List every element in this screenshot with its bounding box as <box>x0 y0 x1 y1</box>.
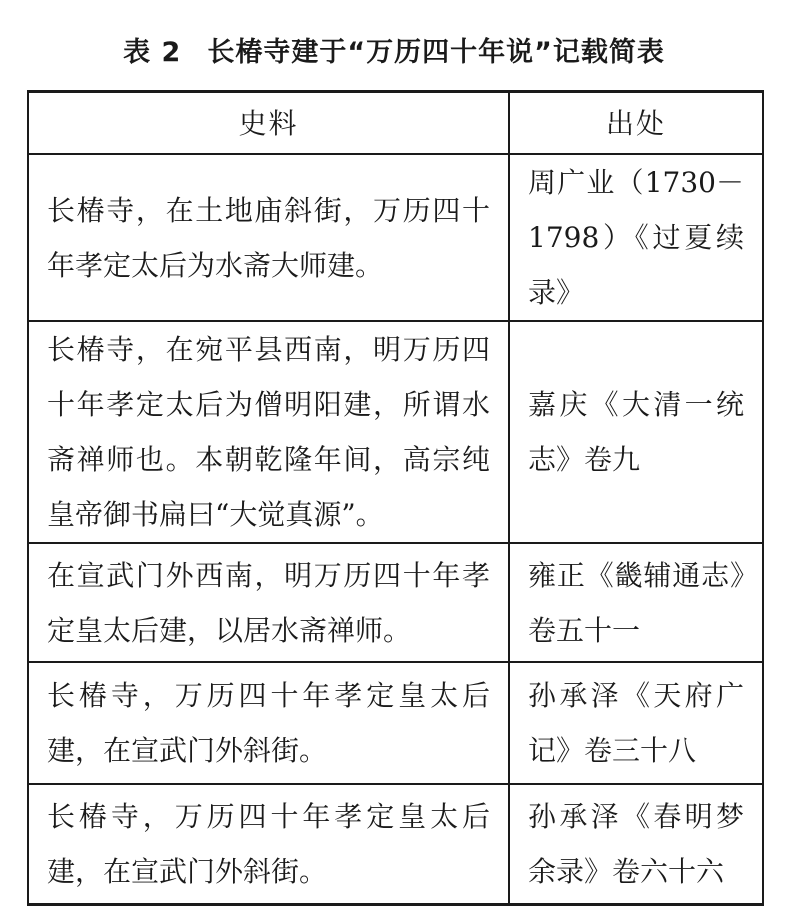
record-cell: 长椿寺，万历四十年孝定皇太后建，在宣武门外斜街。 <box>28 784 509 905</box>
table-row <box>28 784 763 905</box>
table-row <box>28 154 763 321</box>
source-cell: 孙承泽《春明梦余录》卷六十六 <box>509 784 763 905</box>
record-cell: 长椿寺，万历四十年孝定皇太后建，在宣武门外斜街。 <box>28 662 509 784</box>
source-cell: 周广业（1730－1798）《过夏续录》 <box>509 154 763 321</box>
historical-records-table <box>27 90 764 906</box>
record-cell: 在宣武门外西南，明万历四十年孝定皇太后建，以居水斋禅师。 <box>28 543 509 662</box>
record-cell: 长椿寺，在宛平县西南，明万历四十年孝定太后为僧明阳建，所谓水斋禅师也。本朝乾隆年间，高宗纯皇帝御书扁曰“大觉真源”。 <box>28 321 509 543</box>
table-caption <box>0 30 788 69</box>
table-row <box>28 321 763 543</box>
source-cell: 嘉庆《大清一统志》卷九 <box>509 321 763 543</box>
column-header-records: 史料 <box>28 92 509 155</box>
source-cell: 雍正《畿辅通志》卷五十一 <box>509 543 763 662</box>
table-row <box>28 543 763 662</box>
table-title: 长椿寺建于“万历四十年说”记载简表 <box>207 37 665 68</box>
source-cell: 孙承泽《天府广记》卷三十八 <box>509 662 763 784</box>
table-row <box>28 662 763 784</box>
record-cell: 长椿寺，在土地庙斜街，万历四十年孝定太后为水斋大师建。 <box>28 154 509 321</box>
column-header-source: 出处 <box>509 92 763 155</box>
table-header-row <box>28 92 763 155</box>
table-number: 表 2 <box>123 37 182 68</box>
